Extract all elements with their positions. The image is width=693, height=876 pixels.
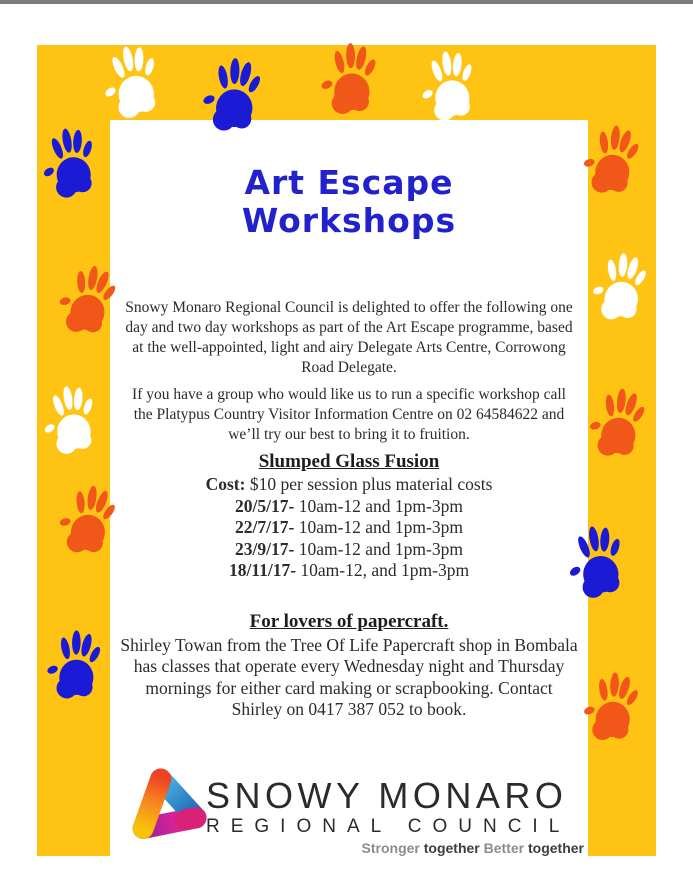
council-name-line-2: REGIONAL COUNCIL — [206, 816, 571, 837]
flyer-page — [110, 120, 588, 856]
tagline-word: together — [423, 840, 484, 856]
intro-paragraph: Snowy Monaro Regional Council is delighted to offer the following one day and two day workshops as part of the Art Escape programme, based at the well-appointed, light and airy Delegate Arts Centre, Corrowong Road Delegate. — [125, 299, 573, 376]
title-line-2: Workshops — [241, 201, 457, 240]
tagline-word: Stronger — [361, 840, 424, 856]
council-name-line-1: SNOWY MONARO — [206, 775, 568, 816]
group-request-paragraph: If you have a group who would like us to run a specific workshop call the Platypus Country Visitor Information Centre on 02 64584622 and we’ll try our best to bring it to fruition. — [132, 386, 566, 443]
cost-text: $10 per session plus material costs — [245, 474, 493, 494]
council-logo-icon — [118, 765, 214, 853]
council-logo-text — [206, 777, 584, 857]
workshop-session-line — [110, 560, 588, 582]
session-date: 20/5/17- — [235, 495, 295, 516]
papercraft-section-heading: For lovers of papercraft. — [249, 610, 449, 632]
workshop-session-line — [110, 496, 588, 518]
tagline-word: Better — [483, 840, 528, 856]
session-list — [110, 496, 588, 582]
title-line-1: Art Escape — [244, 163, 454, 202]
tagline-word: together — [528, 840, 584, 856]
session-date: 18/11/17- — [228, 560, 297, 580]
top-border-bar — [0, 0, 693, 4]
council-logo — [110, 763, 588, 859]
logo-tagline — [206, 840, 584, 857]
cost-line — [110, 474, 588, 496]
session-time: 10am-12 and 1pm-3pm — [294, 538, 463, 559]
session-date: 23/9/17- — [235, 538, 295, 559]
session-time: 10am-12 and 1pm-3pm — [294, 495, 463, 516]
workshop-session-line — [110, 517, 588, 539]
glass-section-heading: Slumped Glass Fusion — [258, 451, 440, 472]
flyer-title — [110, 120, 588, 240]
session-date: 22/7/17- — [235, 517, 295, 537]
workshop-session-line — [110, 539, 588, 561]
cost-label: Cost: — [205, 474, 246, 494]
session-time: 10am-12 and 1pm-3pm — [294, 517, 463, 537]
papercraft-body: Shirley Towan from the Tree Of Life Papercraft shop in Bombala has classes that operate every Wednesday night and Thursday mornings for either card making or scrapbooking. Contact Shirley on 0417 387 052 to book. — [120, 634, 578, 719]
session-time: 10am-12, and 1pm-3pm — [296, 560, 470, 580]
